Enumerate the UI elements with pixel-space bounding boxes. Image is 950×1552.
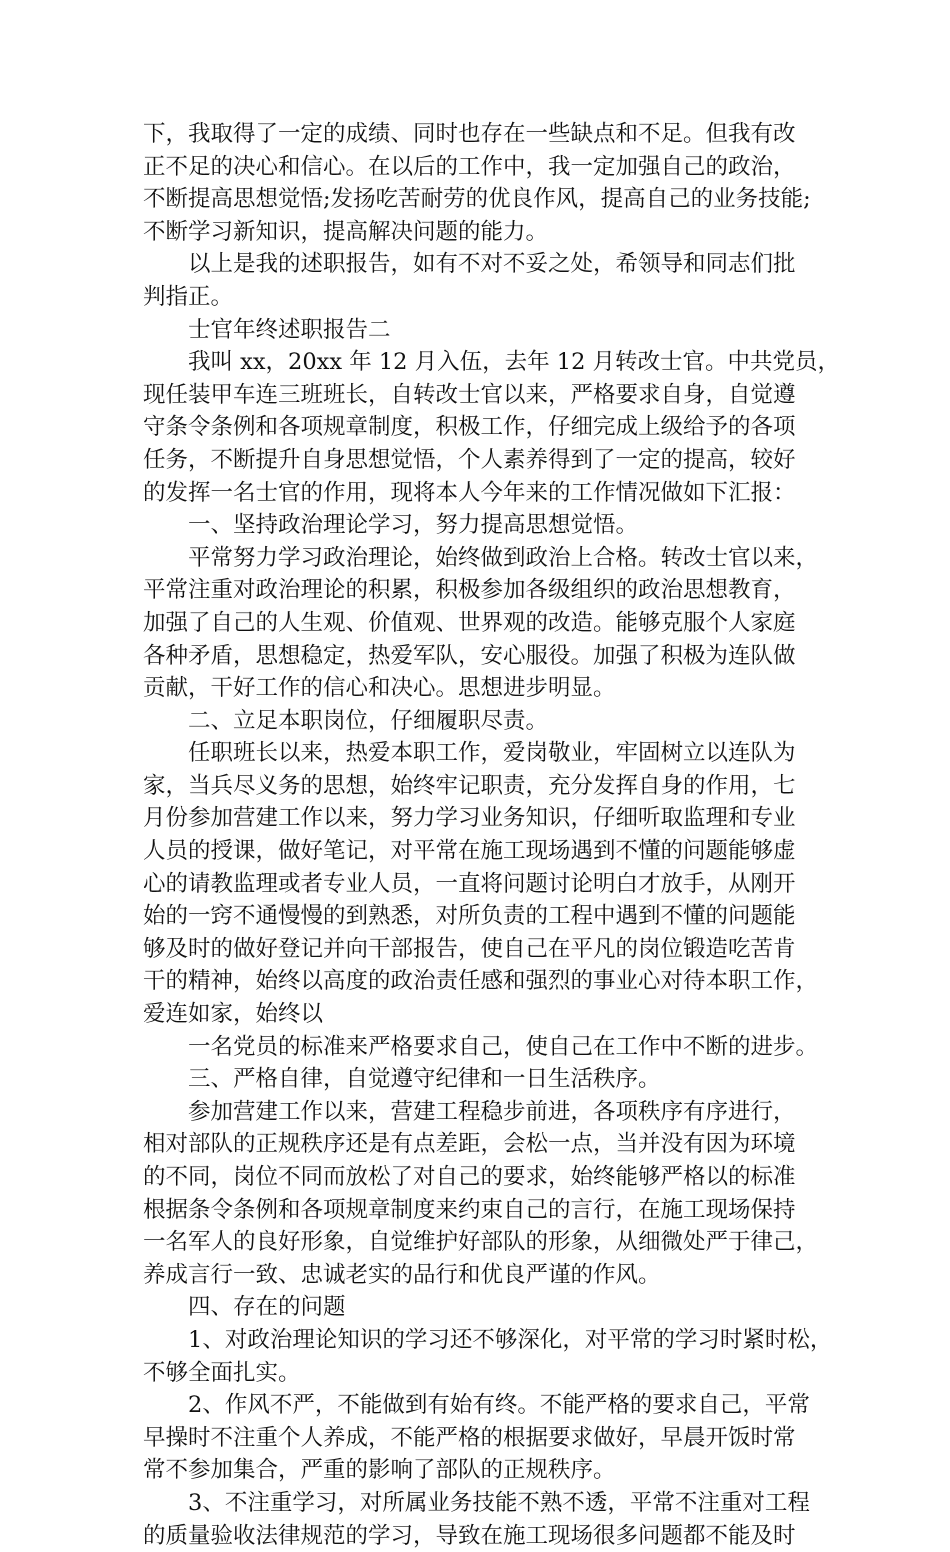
text-line: 常不参加集合，严重的影响了部队的正规秩序。 bbox=[143, 1457, 616, 1484]
text-line: 不断学习新知识，提高解决问题的能力。 bbox=[143, 218, 549, 245]
text-line: 心的请教监理或者专业人员，一直将问题讨论明白才放手，从刚开 bbox=[143, 870, 796, 897]
text-line: 相对部队的正规秩序还是有点差距，会松一点，当并没有因为环境 bbox=[143, 1131, 796, 1158]
text-line: 任职班长以来，热爱本职工作，爱岗敬业，牢固树立以连队为 bbox=[188, 740, 796, 767]
text-line: 1、对政治理论知识的学习还不够深化，对平常的学习时紧时松， bbox=[188, 1326, 833, 1353]
text-line: 2、作风不严，不能做到有始有终。不能严格的要求自己，平常 bbox=[188, 1392, 810, 1419]
text-line: 3、不注重学习，对所属业务技能不熟不透，平常不注重对工程 bbox=[188, 1489, 810, 1516]
text-line: 现任装甲车连三班班长，自转改士官以来，严格要求自身，自觉遵 bbox=[143, 381, 796, 408]
text-line: 四、存在的问题 bbox=[188, 1294, 346, 1321]
text-line: 的发挥一名士官的作用，现将本人今年来的工作情况做如下汇报： bbox=[143, 479, 796, 506]
text-line: 的质量验收法律规范的学习，导致在施工现场很多问题都不能及时 bbox=[143, 1522, 796, 1549]
text-line: 贡献，干好工作的信心和决心。思想进步明显。 bbox=[143, 675, 616, 702]
text-line: 平常注重对政治理论的积累，积极参加各级组织的政治思想教育， bbox=[143, 577, 796, 604]
text-line: 家，当兵尽义务的思想，始终牢记职责，充分发挥自身的作用，七 bbox=[143, 772, 796, 799]
text-line: 以上是我的述职报告，如有不对不妥之处，希领导和同志们批 bbox=[188, 251, 796, 278]
text-line: 守条令条例和各项规章制度，积极工作，仔细完成上级给予的各项 bbox=[143, 414, 796, 441]
text-line: 根据条令条例和各项规章制度来约束自己的言行，在施工现场保持 bbox=[143, 1196, 796, 1223]
text-line: 一、坚持政治理论学习，努力提高思想觉悟。 bbox=[188, 512, 639, 539]
text-line: 爱连如家，始终以 bbox=[143, 1001, 324, 1028]
text-line: 判指正。 bbox=[143, 283, 234, 310]
text-line: 不够全面扎实。 bbox=[143, 1359, 301, 1386]
text-line: 二、立足本职岗位，仔细履职尽责。 bbox=[188, 707, 549, 734]
text-line: 任务，不断提升自身思想觉悟，个人素养得到了一定的提高，较好 bbox=[143, 446, 796, 473]
text-line: 始的一窍不通慢慢的到熟悉，对所负责的工程中遇到不懂的问题能 bbox=[143, 903, 796, 930]
text-line: 干的精神，始终以高度的政治责任感和强烈的事业心对待本职工作， bbox=[143, 968, 819, 995]
text-line: 一名军人的良好形象，自觉维护好部队的形象，从细微处严于律己， bbox=[143, 1229, 819, 1256]
text-line: 加强了自己的人生观、价值观、世界观的改造。能够克服个人家庭 bbox=[143, 609, 796, 636]
text-line: 的不同，岗位不同而放松了对自己的要求，始终能够严格以的标准 bbox=[143, 1164, 796, 1190]
text-line: 养成言行一致、忠诚老实的品行和优良严谨的作风。 bbox=[143, 1261, 661, 1288]
text-line: 正不足的决心和信心。在以后的工作中，我一定加强自己的政治， bbox=[143, 153, 796, 180]
text-line: 早操时不注重个人养成，不能严格的根据要求做好，早晨开饭时常 bbox=[143, 1424, 796, 1451]
text-line: 我叫 xx，20xx 年 12 月入伍，去年 12 月转改士官。中共党员， bbox=[188, 349, 841, 376]
text-line: 士官年终述职报告二 bbox=[188, 316, 391, 343]
text-line: 平常努力学习政治理论，始终做到政治上合格。转改士官以来， bbox=[188, 544, 819, 571]
text-line: 三、严格自律，自觉遵守纪律和一日生活秩序。 bbox=[188, 1066, 661, 1093]
text-line: 不断提高思想觉悟;发扬吃苦耐劳的优良作风，提高自己的业务技能; bbox=[143, 186, 811, 213]
text-line: 月份参加营建工作以来，努力学习业务知识，仔细听取监理和专业 bbox=[143, 805, 796, 832]
text-line: 够及时的做好登记并向干部报告，使自己在平凡的岗位锻造吃苦肯 bbox=[143, 935, 796, 962]
text-line: 各种矛盾，思想稳定，热爱军队，安心服役。加强了积极为连队做 bbox=[143, 642, 796, 669]
text-line: 一名党员的标准来严格要求自己，使自己在工作中不断的进步。 bbox=[188, 1033, 819, 1060]
text-line: 人员的授课，做好笔记，对平常在施工现场遇到不懂的问题能够虚 bbox=[143, 838, 796, 865]
document-body bbox=[143, 118, 841, 1552]
text-line: 参加营建工作以来，营建工程稳步前进，各项秩序有序进行， bbox=[188, 1098, 796, 1125]
text-line: 下，我取得了一定的成绩、同时也存在一些缺点和不足。但我有改 bbox=[143, 121, 796, 147]
